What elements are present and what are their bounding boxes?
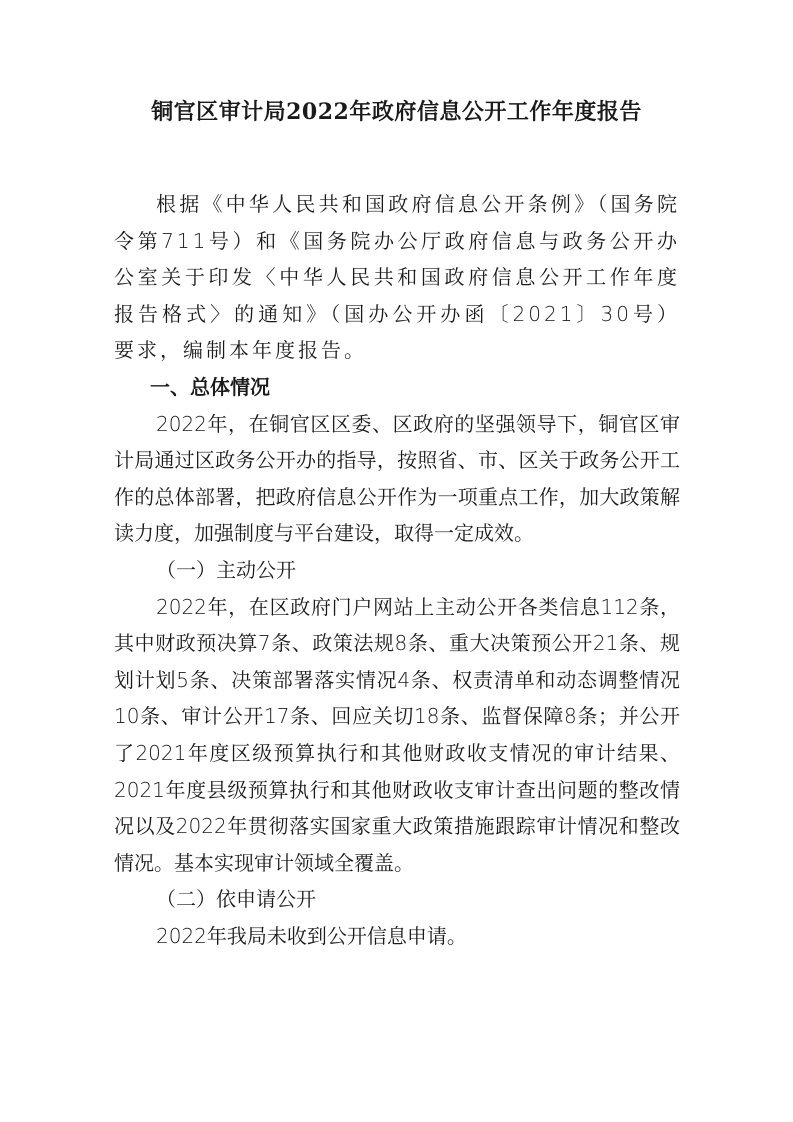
document-body [114, 186, 680, 954]
intro-paragraph: 根据《中华人民共和国政府信息公开条例》（国务院令第711号）和《国务院办公厅政府信息与政务公开办公室关于印发〈中华人民共和国政府信息公开工作年度报告格式〉的通知》（国办公开办函〔2021〕30号）要求，编制本年度报告。 [114, 192, 680, 363]
subsection-heading-on-request: （二）依申请公开 [156, 887, 316, 912]
on-request-paragraph: 2022年我局未收到公开信息申请。 [156, 923, 467, 948]
section-heading-overview: 一、总体情况 [150, 374, 270, 399]
subsection-heading-proactive: （一）主动公开 [156, 557, 296, 582]
proactive-paragraph: 2022年，在区政府门户网站上主动公开各类信息112条，其中财政预决算7条、政策法规8条、重大决策预公开21条、规划计划5条、决策部署落实情况4条、权责清单和动态调整情况10条、审计公开17条、回应关切18条、监督保障8条；并公开了2021年度区级预算执行和其他财政收支情况的审计结果、2021年度县级预算执行和其他财政收支审计查出问题的整改情况以及2022年贯彻落实国家重大政策措施跟踪审计情况和整改情况。基本实现审计领域全覆盖。 [114, 594, 680, 875]
overview-paragraph: 2022年，在铜官区区委、区政府的坚强领导下，铜官区审计局通过区政务公开办的指导，按照省、市、区关于政务公开工作的总体部署，把政府信息公开作为一项重点工作，加大政策解读力度，加强制度与平台建设，取得一定成效。 [114, 411, 680, 546]
document-title: 铜官区审计局2022年政府信息公开工作年度报告 [151, 99, 642, 125]
